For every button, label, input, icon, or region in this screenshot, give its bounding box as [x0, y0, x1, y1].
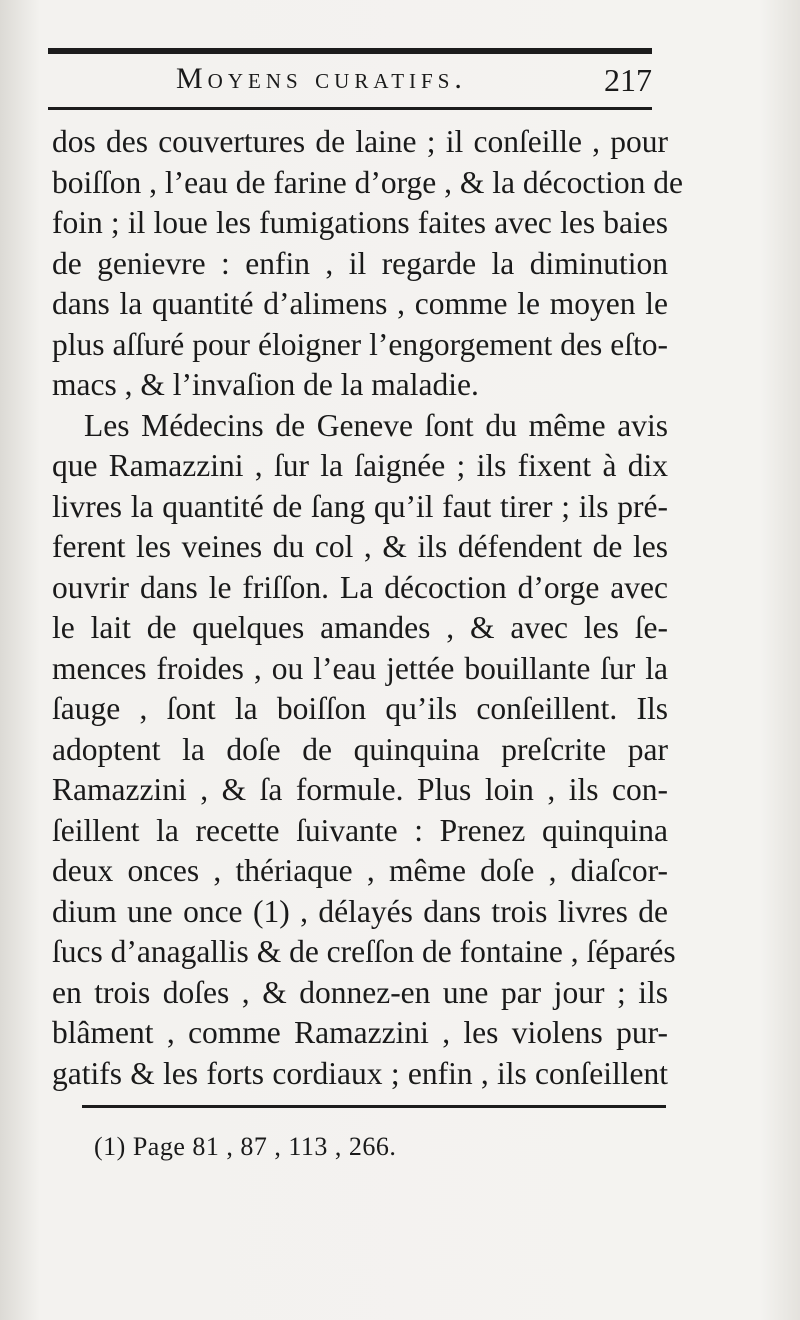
text-line: dium une once (1) , délayés dans trois livres de — [52, 893, 668, 929]
running-title: Moyens curatifs. — [176, 62, 467, 95]
text-line: ferent les veines du col , & ils défendent de les — [52, 529, 668, 564]
text-line: ſucs d’anagallis & de creſſon de fontaine , ſéparés — [52, 934, 676, 969]
text-line: deux onces , thériaque , même doſe , diaſcor- — [52, 853, 668, 888]
text-line: ſauge , ſont la boiſſon qu’ils conſeillent. Ils — [52, 691, 668, 726]
text-line: ouvrir dans le friſſon. La décoction d’orge avec — [52, 569, 668, 605]
text-line: Les Médecins de Geneve ſont du même avis — [84, 407, 668, 443]
text-line: de genievre : enfin , il regarde la diminution — [52, 245, 668, 281]
page-number: 217 — [604, 62, 652, 98]
text-line: plus aſſuré pour éloigner l’engorgement des eſto- — [52, 326, 668, 362]
text-line: foin ; il loue les fumigations faites avec les baies — [52, 205, 668, 240]
text-line: que Ramazzini , ſur la ſaignée ; ils fixent à dix — [52, 448, 668, 483]
text-line: gatifs & les forts cordiaux ; enfin , ils conſeillent — [52, 1055, 668, 1091]
text-line: Ramazzini , & ſa formule. Plus loin , ils con- — [52, 772, 668, 807]
text-line: le lait de quelques amandes , & avec les ſe- — [52, 610, 668, 645]
text-line: boiſſon , l’eau de farine d’orge , & la décoction de — [52, 164, 683, 200]
text-line: blâment , comme Ramazzini , les violens pur- — [52, 1015, 668, 1050]
text-line: livres la quantité de ſang qu’il faut tirer ; ils pré- — [52, 488, 668, 524]
text-line: mences froides , ou l’eau jettée bouillante ſur la — [52, 650, 668, 686]
footnote-rule — [82, 1105, 666, 1108]
header-rule-top — [48, 48, 652, 54]
text-line: en trois doſes , & donnez-en une par jour ; ils — [52, 974, 668, 1010]
page-header — [48, 60, 652, 104]
text-line: ſeillent la recette ſuivante : Prenez quinquina — [52, 812, 668, 848]
header-rule-bottom — [48, 107, 652, 110]
text-line: dos des couvertures de laine ; il conſeille , pour — [52, 124, 668, 159]
body-text — [52, 122, 683, 1094]
text-line: adoptent la doſe de quinquina preſcrite par — [52, 731, 668, 767]
footnote: (1) Page 81 , 87 , 113 , 266. — [94, 1132, 397, 1161]
text-line: dans la quantité d’alimens , comme le moyen le — [52, 286, 668, 321]
text-line: macs , & l’invaſion de la maladie. — [52, 367, 479, 402]
